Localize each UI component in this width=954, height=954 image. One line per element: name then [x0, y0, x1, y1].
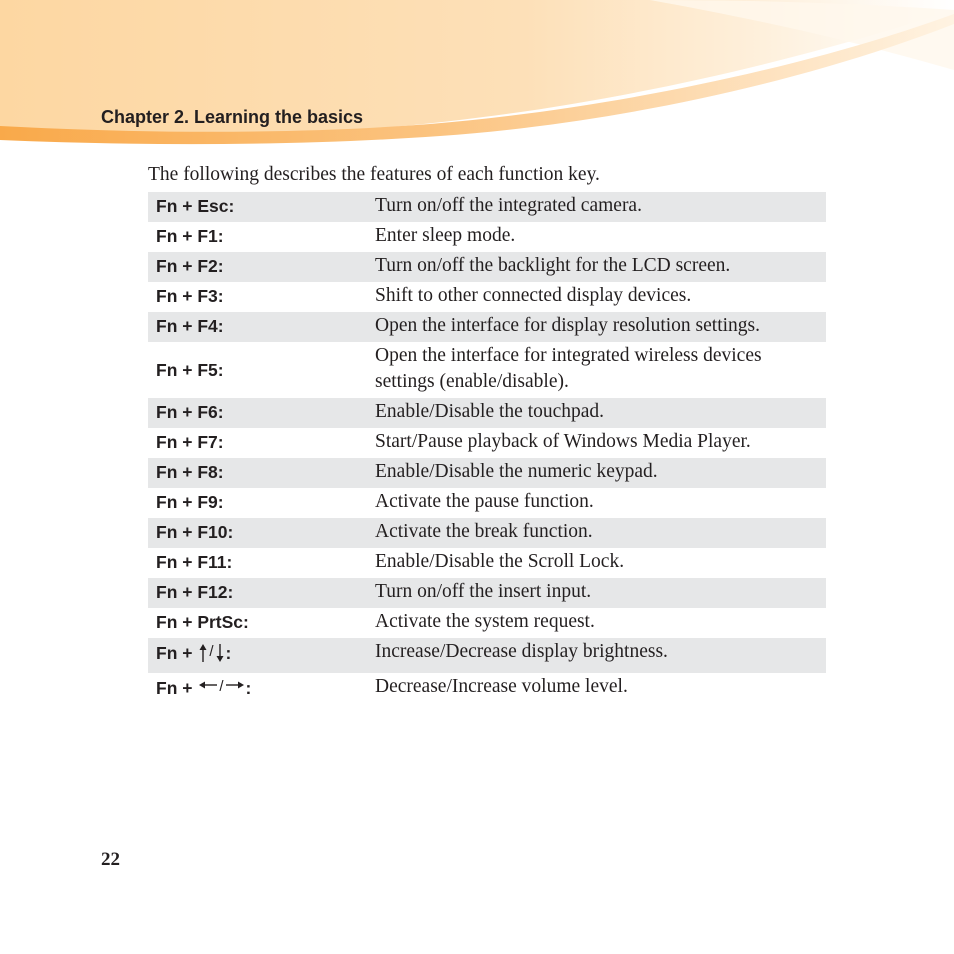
key-description: Activate the system request. — [375, 611, 595, 632]
key-description: Activate the pause function. — [375, 491, 594, 512]
key-label: Fn + F7: — [156, 432, 224, 452]
key-label: Fn + F9: — [156, 492, 224, 512]
key-description: Turn on/off the integrated camera. — [375, 195, 642, 216]
left-arrow-icon — [198, 678, 218, 690]
key-description: Enable/Disable the Scroll Lock. — [375, 551, 625, 572]
key-description: Increase/Decrease display brightness. — [375, 641, 668, 662]
table-row — [148, 282, 826, 312]
table-row — [148, 673, 826, 708]
key-description: Start/Pause playback of Windows Media Player. — [375, 431, 751, 452]
key-description: Enable/Disable the numeric keypad. — [375, 461, 658, 482]
table-row — [148, 458, 826, 488]
key-label: Fn + F12: — [156, 582, 234, 602]
key-description: Open the interface for display resolution settings. — [375, 315, 761, 336]
table-row — [148, 608, 826, 638]
key-description: Decrease/Increase volume level. — [375, 676, 628, 697]
intro-text: The following describes the features of each function key. — [148, 164, 600, 185]
right-arrow-icon — [225, 678, 245, 690]
key-description: Enter sleep mode. — [375, 225, 516, 246]
key-label: Fn + PrtSc: — [156, 612, 249, 632]
key-description: Activate the break function. — [375, 521, 593, 542]
table-row — [148, 428, 826, 458]
key-label: Fn + F6: — [156, 402, 224, 422]
key-label: Fn + F2: — [156, 256, 224, 276]
key-suffix: : — [225, 643, 232, 663]
key-label: Fn + F8: — [156, 462, 224, 482]
key-description: Shift to other connected display devices. — [375, 285, 692, 306]
key-description: Turn on/off the backlight for the LCD screen. — [375, 255, 731, 276]
table-row — [148, 578, 826, 608]
key-label: Fn + F10: — [156, 522, 234, 542]
key-label: Fn + F11: — [156, 552, 233, 572]
table-row — [148, 518, 826, 548]
table-row — [148, 488, 826, 518]
table-row — [148, 342, 826, 398]
key-label-left-right — [148, 673, 366, 708]
table-row — [148, 252, 826, 282]
key-description: Open the interface for integrated wireless devices settings (enable/disable). — [375, 345, 762, 392]
key-description: Enable/Disable the touchpad. — [375, 401, 605, 422]
table-row — [148, 312, 826, 342]
page-number: 22 — [101, 849, 120, 870]
key-label: Fn + F3: — [156, 286, 224, 306]
key-description: Turn on/off the insert input. — [375, 581, 592, 602]
table-row — [148, 398, 826, 428]
key-label: Fn + F1: — [156, 226, 224, 246]
chapter-title: Chapter 2. Learning the basics — [101, 107, 364, 127]
key-label-up-down — [148, 638, 366, 673]
key-suffix: : — [245, 678, 252, 698]
key-separator: / — [219, 678, 224, 695]
key-separator: / — [209, 643, 214, 660]
table-row — [148, 222, 826, 252]
up-arrow-icon — [198, 643, 208, 663]
table-row — [148, 548, 826, 578]
key-label: Fn + Esc: — [156, 196, 235, 216]
function-key-table — [148, 192, 826, 708]
key-prefix: Fn + — [156, 678, 198, 698]
key-label: Fn + F4: — [156, 316, 224, 336]
table-row — [148, 192, 826, 222]
table-row — [148, 638, 826, 673]
down-arrow-icon — [215, 643, 225, 663]
key-prefix: Fn + — [156, 643, 198, 663]
key-label: Fn + F5: — [156, 359, 224, 380]
